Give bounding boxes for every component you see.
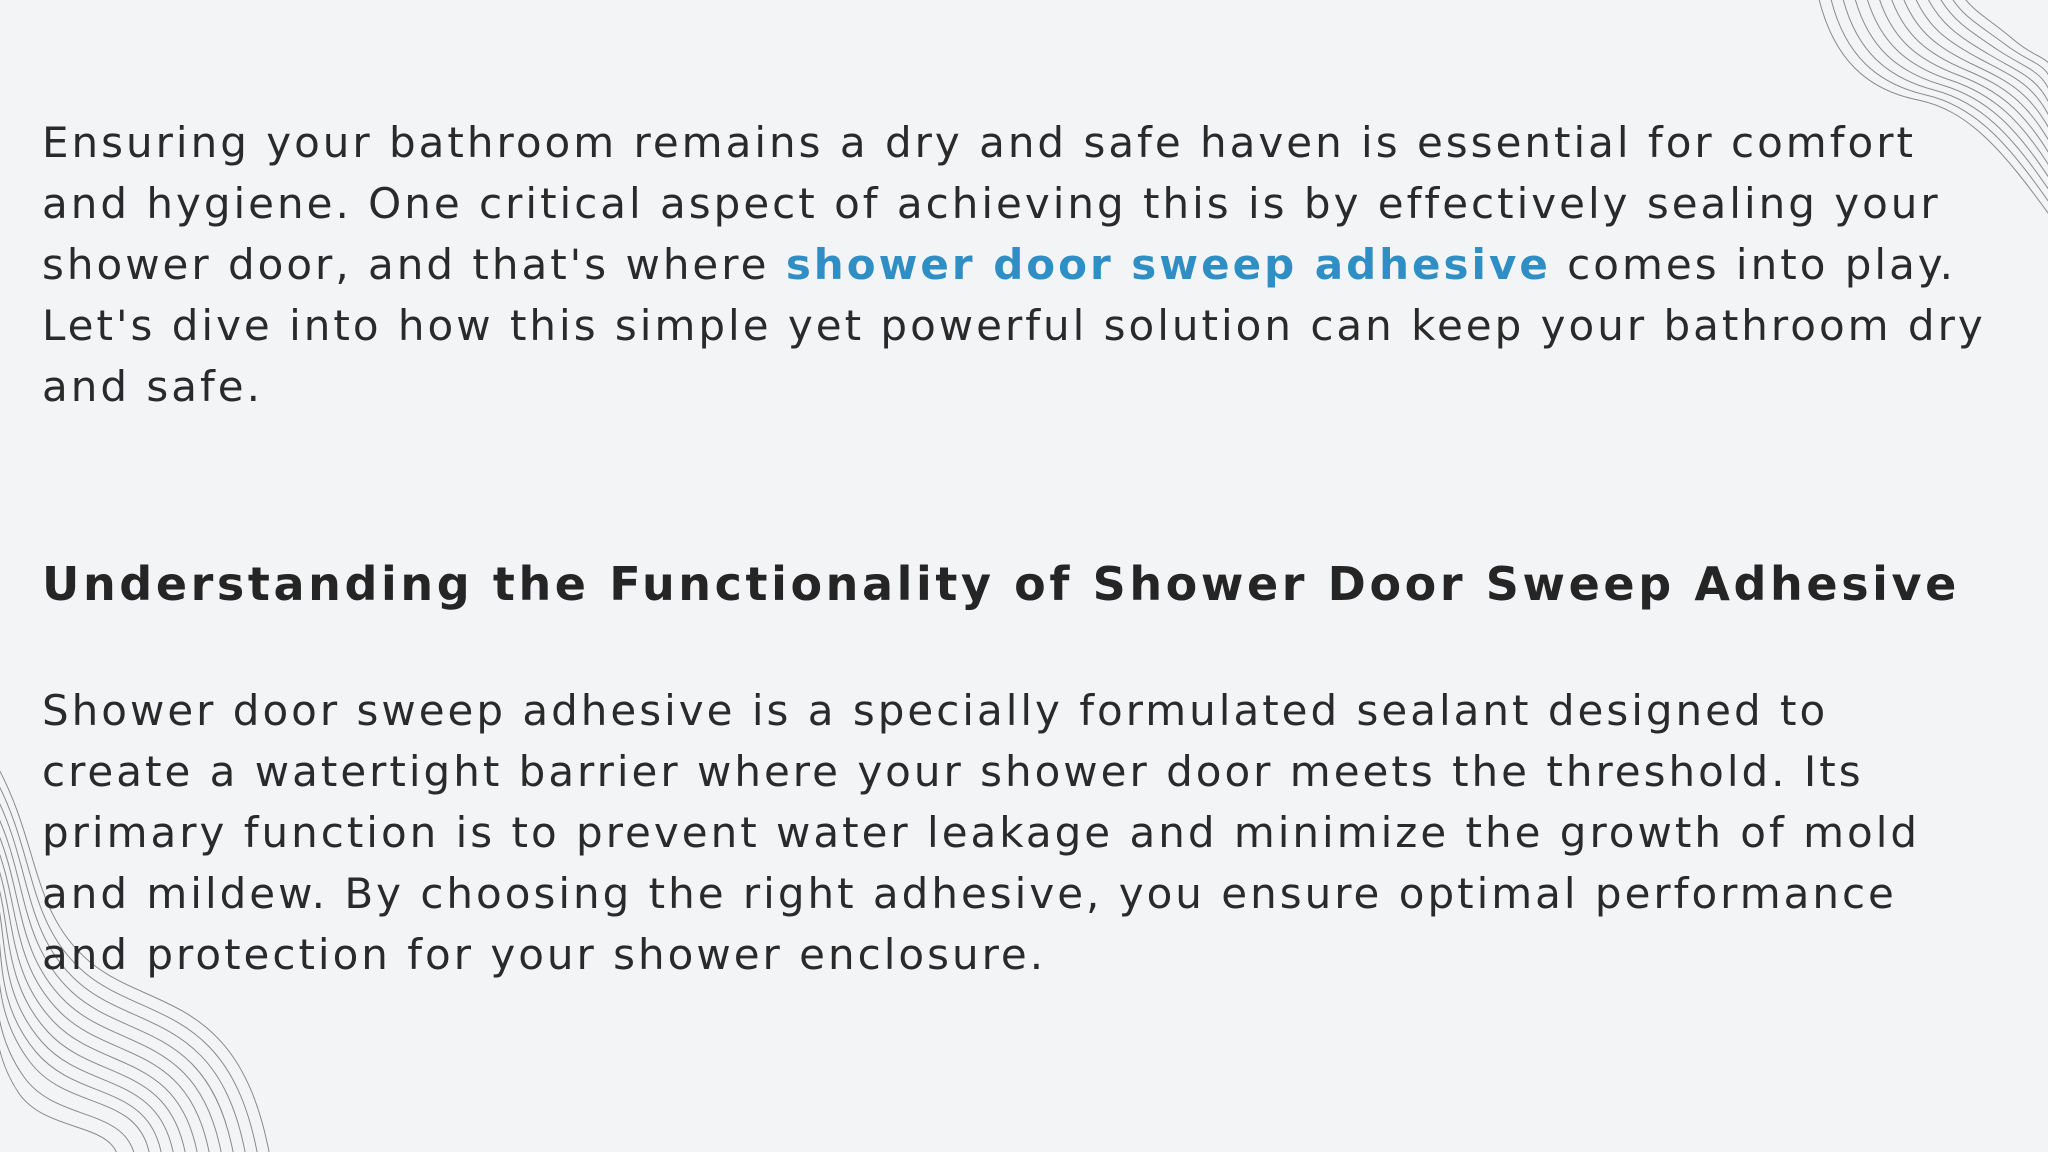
section-paragraph: Shower door sweep adhesive is a specially formulated sealant designed to create a watertight barrier where your shower door meets the threshold. Its primary function is to prevent water leakage and minimize the growth of mold and mildew. By choosing the right adhesive, you ensure optimal performance and protection for your shower enclosure. [42, 686, 1921, 979]
intro-paragraph [42, 112, 1987, 417]
article-content [42, 112, 1987, 979]
shower-door-sweep-adhesive-link[interactable]: shower door sweep adhesive [785, 240, 1551, 289]
section-heading: Understanding the Functionality of Shower Door Sweep Adhesive [42, 557, 1960, 611]
intro-text-after: comes into play. Let's dive into how this simple yet powerful solution can keep your bathroom dry and safe. [42, 240, 1986, 411]
intro-text-before: Ensuring your bathroom remains a dry and safe haven is essential for comfort and hygiene. One critical aspect of achieving this is by effectively sealing your shower door, and that's where [42, 118, 1941, 289]
